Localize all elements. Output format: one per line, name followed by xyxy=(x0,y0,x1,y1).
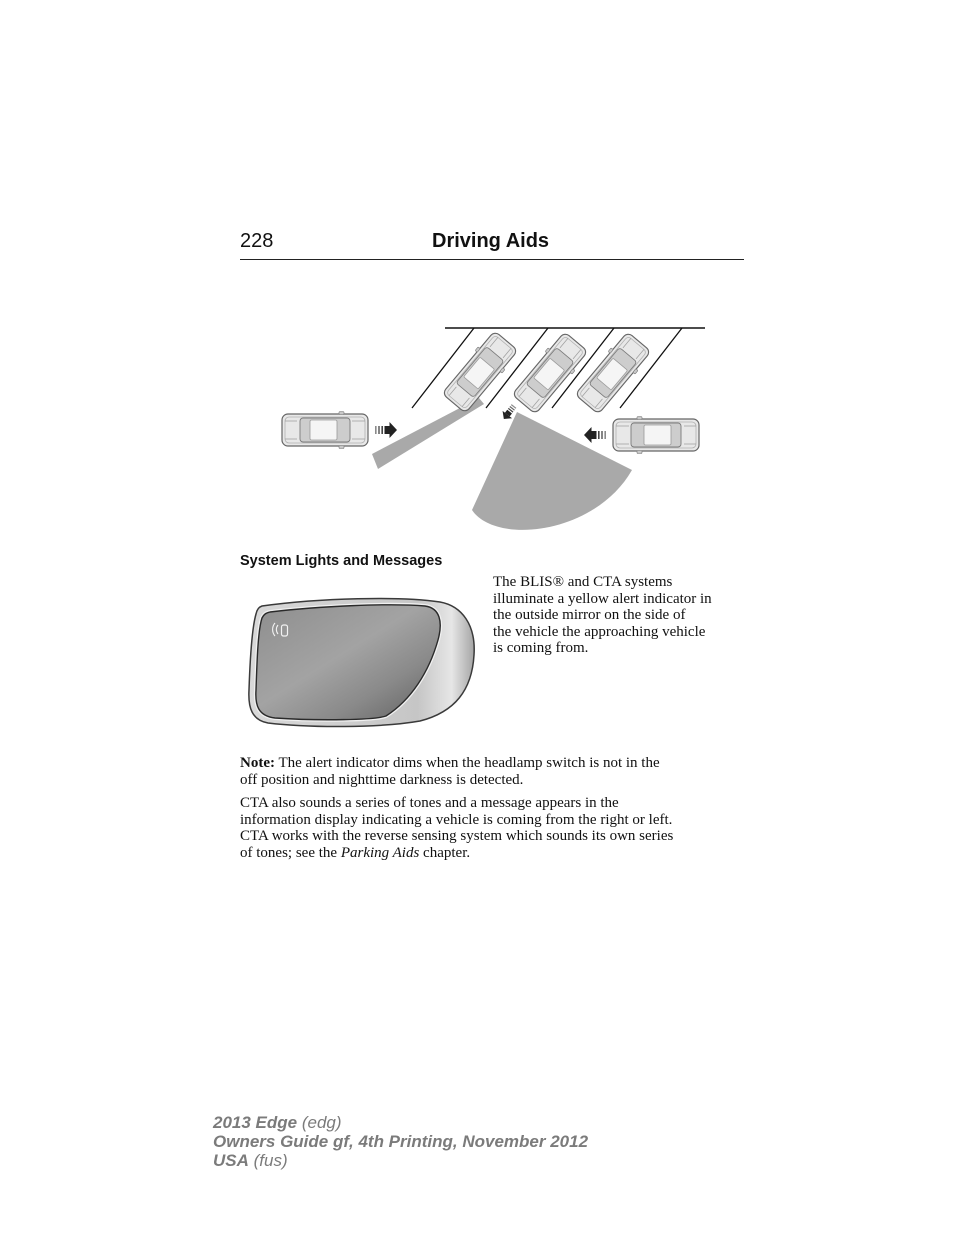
footer-printing: Owners Guide gf, 4th Printing, November 2012 xyxy=(213,1132,589,1151)
note-label: Note: xyxy=(240,755,275,771)
text-line: the outside mirror on the side of xyxy=(493,607,686,623)
approaching-car-right-icon xyxy=(613,417,699,454)
cross-traffic-alert-diagram xyxy=(270,320,710,532)
footer-model: 2013 Edge xyxy=(213,1113,298,1132)
note-paragraph xyxy=(240,755,660,788)
text-line: information display indicating a vehicle is coming from the right or left. xyxy=(240,811,673,828)
text-run: chapter. xyxy=(423,844,471,861)
page-footer xyxy=(213,1113,588,1170)
mirror-description xyxy=(493,574,712,657)
text-line: CTA works with the reverse sensing system which sounds its own series xyxy=(240,828,674,844)
footer-market-code: (fus) xyxy=(253,1151,288,1170)
sensor-zone-right xyxy=(472,412,632,530)
text-line xyxy=(240,845,673,862)
footer-line xyxy=(213,1113,588,1132)
text-line: is coming from. xyxy=(493,640,589,656)
page-number: 228 xyxy=(240,230,274,252)
text-run: of tones; see the xyxy=(240,844,338,861)
text-line: illuminate a yellow alert indicator in xyxy=(493,590,712,607)
parked-car-icon xyxy=(573,330,652,415)
approaching-car-left-icon xyxy=(282,412,368,449)
text-line: the vehicle the approaching vehicle xyxy=(493,623,706,640)
text-line: The BLIS® and CTA systems xyxy=(493,574,673,590)
footer-model-code: (edg) xyxy=(301,1113,342,1132)
cta-paragraph xyxy=(240,795,673,861)
subsection-heading: System Lights and Messages xyxy=(240,553,443,569)
reversing-car-icon xyxy=(510,330,589,415)
text-line xyxy=(240,755,660,772)
arrow-left-icon xyxy=(584,427,606,443)
note-text: The alert indicator dims when the headlamp switch is not in the xyxy=(278,755,660,771)
section-title: Driving Aids xyxy=(432,230,550,252)
arrow-right-icon xyxy=(375,422,397,438)
footer-market: USA xyxy=(213,1151,249,1170)
header-rule xyxy=(240,259,744,260)
footer-line xyxy=(213,1151,588,1170)
side-mirror-icon xyxy=(245,595,480,730)
text-line: off position and nighttime darkness is detected. xyxy=(240,771,524,788)
chapter-reference: Parking Aids xyxy=(340,844,420,861)
text-line: CTA also sounds a series of tones and a message appears in the xyxy=(240,795,619,811)
